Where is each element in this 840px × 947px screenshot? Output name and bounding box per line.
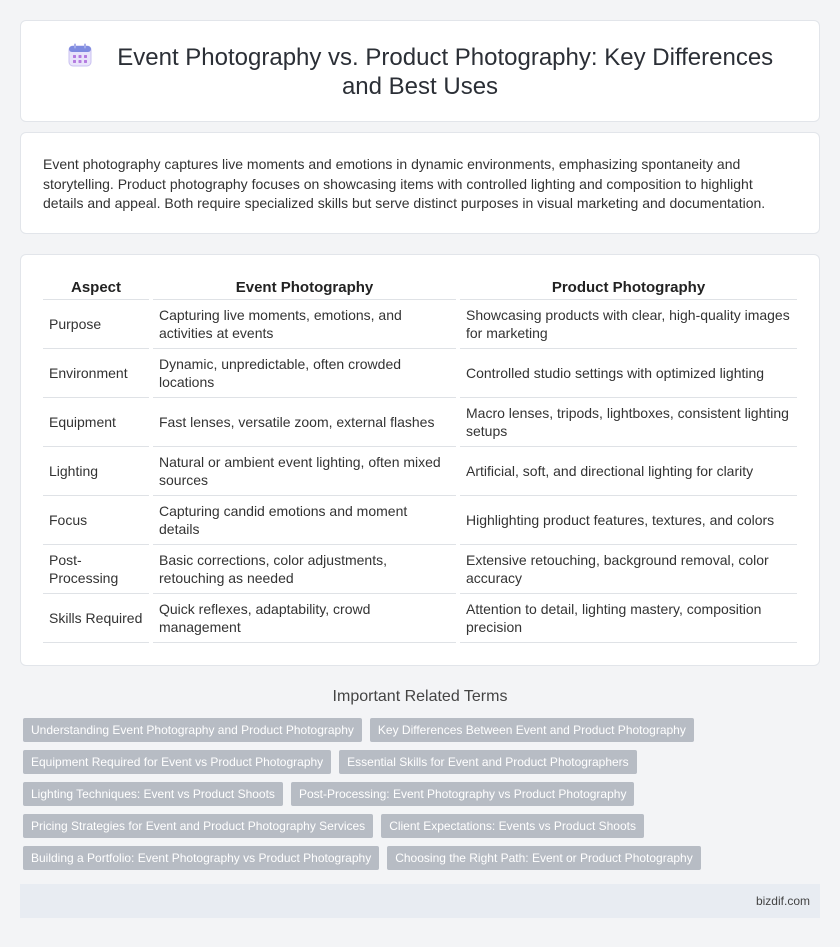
table-row bbox=[43, 398, 797, 447]
related-term-link[interactable]: Equipment Required for Event vs Product Photography bbox=[23, 750, 331, 774]
comparison-table bbox=[39, 275, 801, 643]
related-terms-tags bbox=[0, 718, 840, 870]
intro-text: Event photography captures live moments and emotions in dynamic environments, emphasizing spontaneity and storytelling. Product photography focuses on showcasing items with controlled lighting and composition to highlight details and appeal. Both require specialized skills but serve distinct purposes in visual marketing and documentation. bbox=[43, 156, 766, 211]
related-term-link[interactable]: Client Expectations: Events vs Product Shoots bbox=[381, 814, 644, 838]
aspect-cell: Environment bbox=[43, 349, 149, 398]
related-term-link[interactable]: Choosing the Right Path: Event or Product Photography bbox=[387, 846, 701, 870]
event-cell: Dynamic, unpredictable, often crowded locations bbox=[153, 349, 456, 398]
table-row bbox=[43, 594, 797, 643]
table-row bbox=[43, 447, 797, 496]
event-cell: Capturing live moments, emotions, and activities at events bbox=[153, 300, 456, 349]
event-cell: Natural or ambient event lighting, often mixed sources bbox=[153, 447, 456, 496]
related-term-link[interactable]: Post-Processing: Event Photography vs Product Photography bbox=[291, 782, 635, 806]
intro-card bbox=[20, 132, 820, 234]
related-term-link[interactable]: Key Differences Between Event and Product Photography bbox=[370, 718, 694, 742]
aspect-cell: Skills Required bbox=[43, 594, 149, 643]
aspect-cell: Equipment bbox=[43, 398, 149, 447]
table-row bbox=[43, 349, 797, 398]
aspect-cell: Lighting bbox=[43, 447, 149, 496]
related-term-link[interactable]: Understanding Event Photography and Product Photography bbox=[23, 718, 362, 742]
event-cell: Quick reflexes, adaptability, crowd management bbox=[153, 594, 456, 643]
comparison-table-card bbox=[20, 254, 820, 666]
event-cell: Basic corrections, color adjustments, retouching as needed bbox=[153, 545, 456, 594]
column-header-aspect: Aspect bbox=[43, 275, 149, 300]
related-term-link[interactable]: Building a Portfolio: Event Photography vs Product Photography bbox=[23, 846, 379, 870]
page-title: Event Photography vs. Product Photography: Key Differences and Best Uses bbox=[117, 43, 774, 100]
related-terms-section bbox=[0, 688, 840, 870]
column-header-product: Product Photography bbox=[460, 275, 797, 300]
table-row bbox=[43, 300, 797, 349]
event-cell: Fast lenses, versatile zoom, external flashes bbox=[153, 398, 456, 447]
product-cell: Artificial, soft, and directional lighting for clarity bbox=[460, 447, 797, 496]
product-cell: Controlled studio settings with optimized lighting bbox=[460, 349, 797, 398]
product-cell: Highlighting product features, textures, and colors bbox=[460, 496, 797, 545]
related-term-link[interactable]: Essential Skills for Event and Product Photographers bbox=[339, 750, 636, 774]
related-term-link[interactable]: Lighting Techniques: Event vs Product Shoots bbox=[23, 782, 283, 806]
product-cell: Attention to detail, lighting mastery, composition precision bbox=[460, 594, 797, 643]
footer bbox=[20, 884, 820, 918]
related-terms-title: Important Related Terms bbox=[332, 688, 508, 705]
title-wrap bbox=[51, 42, 789, 101]
footer-site-link[interactable]: bizdif.com bbox=[755, 894, 810, 908]
product-cell: Showcasing products with clear, high-quality images for marketing bbox=[460, 300, 797, 349]
table-row bbox=[43, 545, 797, 594]
aspect-cell: Post-Processing bbox=[43, 545, 149, 594]
title-card bbox=[20, 20, 820, 122]
table-header-row bbox=[43, 275, 797, 300]
product-cell: Macro lenses, tripods, lightboxes, consistent lighting setups bbox=[460, 398, 797, 447]
calendar-icon bbox=[67, 42, 93, 68]
aspect-cell: Purpose bbox=[43, 300, 149, 349]
event-cell: Capturing candid emotions and moment details bbox=[153, 496, 456, 545]
table-row bbox=[43, 496, 797, 545]
column-header-event: Event Photography bbox=[153, 275, 456, 300]
aspect-cell: Focus bbox=[43, 496, 149, 545]
related-term-link[interactable]: Pricing Strategies for Event and Product Photography Services bbox=[23, 814, 373, 838]
product-cell: Extensive retouching, background removal, color accuracy bbox=[460, 545, 797, 594]
